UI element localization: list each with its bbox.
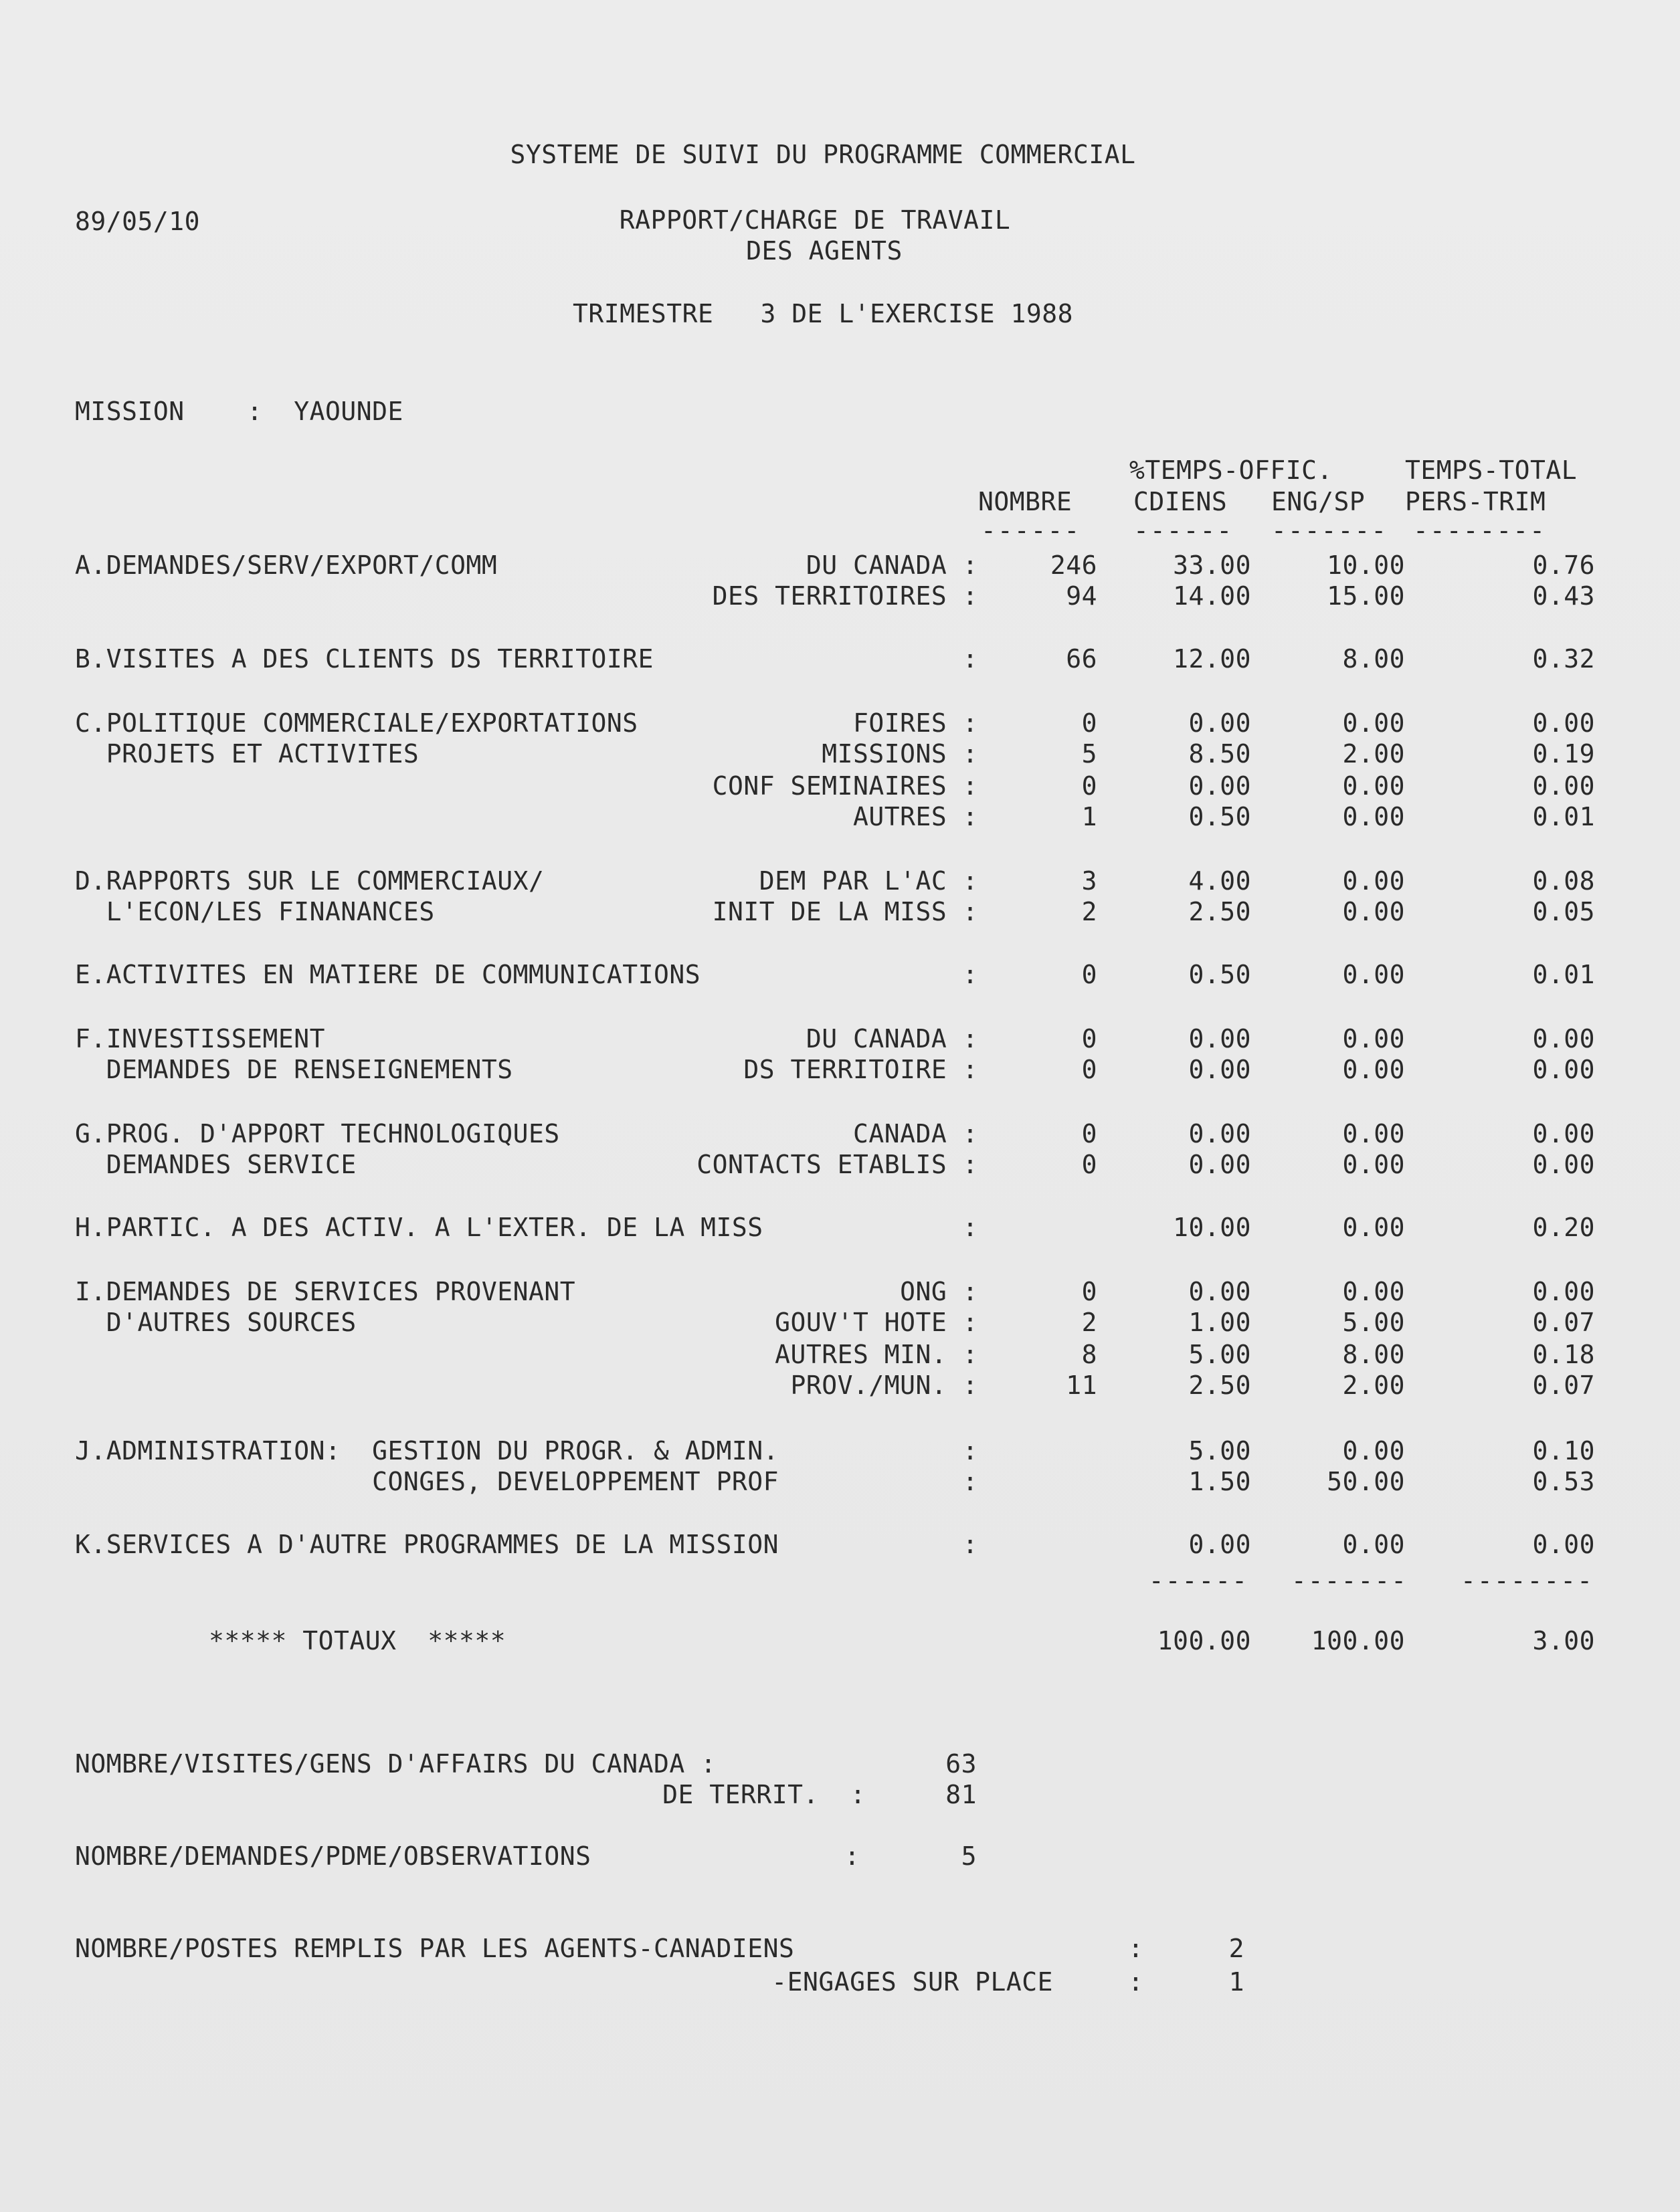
row-label: PROJETS ET ACTIVITES [75,739,419,769]
row-label: E.ACTIVITES EN MATIERE DE COMMUNICATIONS [75,960,701,989]
row-sublabel: AUTRES MIN. : [775,1340,978,1369]
row-sublabel: CONTACTS ETABLIS : [696,1150,978,1179]
pdme-colon: : [844,1841,860,1871]
row-nombre: 3 [1081,866,1097,896]
row-eng-sp: 0.00 [1342,1530,1405,1559]
row-sublabel: CANADA : [852,1119,978,1148]
row-pers-trim: 0.53 [1532,1467,1595,1496]
row-sublabel: FOIRES : [852,708,978,738]
row-nombre: 2 [1081,1308,1097,1337]
visits-territ-value: 81 [945,1780,977,1809]
row-sublabel: DEM PAR L'AC : [759,866,978,896]
col-header-pers-trim: PERS-TRIM [1405,487,1546,516]
row-label: H.PARTIC. A DES ACTIV. A L'EXTER. DE LA MISS [75,1213,763,1242]
row-pers-trim: 0.32 [1532,644,1595,674]
report-title: RAPPORT/CHARGE DE TRAVAIL [619,205,1011,235]
row-cdiens: 2.50 [1188,897,1251,926]
row-label: A.DEMANDES/SERV/EXPORT/COMM [75,550,498,580]
row-nombre: 246 [1050,550,1097,580]
row-nombre: 0 [1081,708,1097,738]
row-label: C.POLITIQUE COMMERCIALE/EXPORTATIONS [75,708,638,738]
row-eng-sp: 0.00 [1342,897,1405,926]
row-cdiens: 0.50 [1188,802,1251,831]
total-underline-pers-trim: -------- [1460,1566,1594,1595]
row-pers-trim: 0.18 [1532,1340,1595,1369]
row-eng-sp: 0.00 [1342,708,1405,738]
row-cdiens: 0.50 [1188,960,1251,989]
row-sublabel: AUTRES : [852,802,978,831]
row-pers-trim: 0.10 [1532,1436,1595,1466]
row-eng-sp: 8.00 [1342,644,1405,674]
row-sublabel: MISSIONS : [822,739,978,769]
col-header-temps-total: TEMPS-TOTAL [1405,456,1578,485]
row-eng-sp: 0.00 [1342,1436,1405,1466]
row-sublabel: DS TERRITOIRE : [743,1055,978,1084]
row-eng-sp: 0.00 [1342,1024,1405,1053]
row-pers-trim: 0.00 [1532,771,1595,801]
total-underline-cdiens: ------ [1148,1566,1248,1595]
row-pers-trim: 0.01 [1532,960,1595,989]
postes-canadiens-colon: : [1128,1934,1144,1963]
row-label: G.PROG. D'APPORT TECHNOLOGIQUES [75,1119,560,1148]
row-sublabel: ONG : [900,1277,978,1306]
totals-label: ***** TOTAUX ***** [209,1626,506,1655]
postes-sur-place-value: 1 [1228,1967,1244,1997]
row-pers-trim: 0.00 [1532,1024,1595,1053]
report-period: TRIMESTRE 3 DE L'EXERCISE 1988 [572,299,1074,328]
row-cdiens: 33.00 [1173,550,1251,580]
row-pers-trim: 0.05 [1532,897,1595,926]
row-cdiens: 10.00 [1173,1213,1251,1242]
pdme-label: NOMBRE/DEMANDES/PDME/OBSERVATIONS [75,1841,591,1871]
col-header-eng-sp: ENG/SP [1271,487,1366,516]
row-label: F.INVESTISSEMENT [75,1024,326,1053]
row-eng-sp: 50.00 [1327,1467,1405,1496]
row-sublabel: DES TERRITOIRES : [712,581,978,611]
row-cdiens: 0.00 [1188,1277,1251,1306]
col-header-nombre: NOMBRE [978,487,1072,516]
row-label: CONGES, DEVELOPPEMENT PROF [75,1467,779,1496]
row-eng-sp: 0.00 [1342,866,1405,896]
row-cdiens: 2.50 [1188,1371,1251,1400]
visits-territ-label: DE TERRIT. : [662,1780,866,1809]
row-sublabel: : [962,1436,978,1466]
row-nombre: 66 [1066,644,1097,674]
row-eng-sp: 2.00 [1342,1371,1405,1400]
report-subtitle: DES AGENTS [746,236,903,266]
row-sublabel: : [962,644,978,674]
row-eng-sp: 0.00 [1342,1277,1405,1306]
row-pers-trim: 0.00 [1532,1119,1595,1148]
row-nombre: 0 [1081,1150,1097,1179]
row-cdiens: 0.00 [1188,1150,1251,1179]
row-cdiens: 1.00 [1188,1308,1251,1337]
row-pers-trim: 0.20 [1532,1213,1595,1242]
row-pers-trim: 0.07 [1532,1308,1595,1337]
row-nombre: 0 [1081,1277,1097,1306]
row-label: D.RAPPORTS SUR LE COMMERCIAUX/ [75,866,545,896]
total-cdiens: 100.00 [1157,1626,1251,1655]
total-pers-trim: 3.00 [1532,1626,1595,1655]
row-nombre: 11 [1066,1371,1097,1400]
row-cdiens: 0.00 [1188,1530,1251,1559]
postes-canadiens-label: NOMBRE/POSTES REMPLIS PAR LES AGENTS-CANADIENS [75,1934,795,1963]
row-label: DEMANDES DE RENSEIGNEMENTS [75,1055,513,1084]
row-cdiens: 5.00 [1188,1436,1251,1466]
row-eng-sp: 0.00 [1342,1213,1405,1242]
row-sublabel: : [962,1530,978,1559]
row-sublabel: PROV./MUN. : [790,1371,978,1400]
row-cdiens: 1.50 [1188,1467,1251,1496]
col-underline-cdiens: ------ [1133,516,1234,545]
row-label: L'ECON/LES FINANANCES [75,897,435,926]
row-nombre: 2 [1081,897,1097,926]
row-pers-trim: 0.07 [1532,1371,1595,1400]
row-label: K.SERVICES A D'AUTRE PROGRAMMES DE LA MISSION [75,1530,779,1559]
row-label: D'AUTRES SOURCES [75,1308,357,1337]
row-sublabel: : [962,1213,978,1242]
row-pers-trim: 0.01 [1532,802,1595,831]
row-nombre: 0 [1081,1119,1097,1148]
mission-name: MISSION : YAOUNDE [75,397,403,426]
row-cdiens: 0.00 [1188,771,1251,801]
postes-sur-place-label: -ENGAGES SUR PLACE [771,1967,1053,1997]
row-pers-trim: 0.00 [1532,1530,1595,1559]
row-sublabel: : [915,1467,978,1496]
row-eng-sp: 2.00 [1342,739,1405,769]
row-pers-trim: 0.08 [1532,866,1595,896]
row-nombre: 1 [1081,802,1097,831]
col-underline-pers-trim: -------- [1413,516,1547,545]
postes-canadiens-value: 2 [1228,1934,1244,1963]
col-header-pct-offic: %TEMPS-OFFIC. [1129,456,1333,485]
row-eng-sp: 8.00 [1342,1340,1405,1369]
row-nombre: 94 [1066,581,1097,611]
col-header-cdiens: CDIENS [1133,487,1228,516]
system-title: SYSTEME DE SUIVI DU PROGRAMME COMMERCIAL [510,140,1136,169]
total-underline-eng-sp: ------- [1291,1566,1408,1595]
row-sublabel: : [962,960,978,989]
row-eng-sp: 0.00 [1342,802,1405,831]
row-eng-sp: 15.00 [1327,581,1405,611]
row-sublabel: DU CANADA : [806,550,978,580]
row-cdiens: 14.00 [1173,581,1251,611]
col-underline-eng-sp: ------- [1271,516,1388,545]
row-sublabel: INIT DE LA MISS : [712,897,978,926]
row-eng-sp: 10.00 [1327,550,1405,580]
row-cdiens: 0.00 [1188,708,1251,738]
row-pers-trim: 0.76 [1532,550,1595,580]
visits-canada-value: 63 [945,1749,977,1779]
row-eng-sp: 0.00 [1342,1119,1405,1148]
row-cdiens: 0.00 [1188,1055,1251,1084]
row-eng-sp: 0.00 [1342,771,1405,801]
row-label: DEMANDES SERVICE [75,1150,357,1179]
row-pers-trim: 0.00 [1532,1150,1595,1179]
row-cdiens: 0.00 [1188,1119,1251,1148]
row-eng-sp: 0.00 [1342,1150,1405,1179]
postes-sur-place-colon: : [1128,1967,1144,1997]
total-eng-sp: 100.00 [1311,1626,1405,1655]
row-nombre: 0 [1081,960,1097,989]
row-nombre: 5 [1081,739,1097,769]
row-cdiens: 5.00 [1188,1340,1251,1369]
row-cdiens: 4.00 [1188,866,1251,896]
row-label: B.VISITES A DES CLIENTS DS TERRITOIRE [75,644,654,674]
visits-canada-label: NOMBRE/VISITES/GENS D'AFFAIRS DU CANADA : [75,1749,717,1779]
row-pers-trim: 0.00 [1532,1055,1595,1084]
row-pers-trim: 0.19 [1532,739,1595,769]
row-cdiens: 0.00 [1188,1024,1251,1053]
row-nombre: 8 [1081,1340,1097,1369]
row-nombre: 0 [1081,1055,1097,1084]
row-eng-sp: 5.00 [1342,1308,1405,1337]
row-eng-sp: 0.00 [1342,960,1405,989]
row-label: I.DEMANDES DE SERVICES PROVENANT [75,1277,576,1306]
row-eng-sp: 0.00 [1342,1055,1405,1084]
row-cdiens: 12.00 [1173,644,1251,674]
report-date: 89/05/10 [75,207,201,236]
row-pers-trim: 0.43 [1532,581,1595,611]
col-underline-nombre: ------ [981,516,1081,545]
row-nombre: 0 [1081,771,1097,801]
row-sublabel: CONF SEMINAIRES : [712,771,978,801]
row-pers-trim: 0.00 [1532,1277,1595,1306]
row-sublabel: DU CANADA : [806,1024,978,1053]
row-cdiens: 8.50 [1188,739,1251,769]
row-nombre: 0 [1081,1024,1097,1053]
pdme-value: 5 [961,1841,977,1871]
row-sublabel: GOUV'T HOTE : [775,1308,978,1337]
row-label: J.ADMINISTRATION: GESTION DU PROGR. & ADMIN. [75,1436,779,1466]
row-pers-trim: 0.00 [1532,708,1595,738]
